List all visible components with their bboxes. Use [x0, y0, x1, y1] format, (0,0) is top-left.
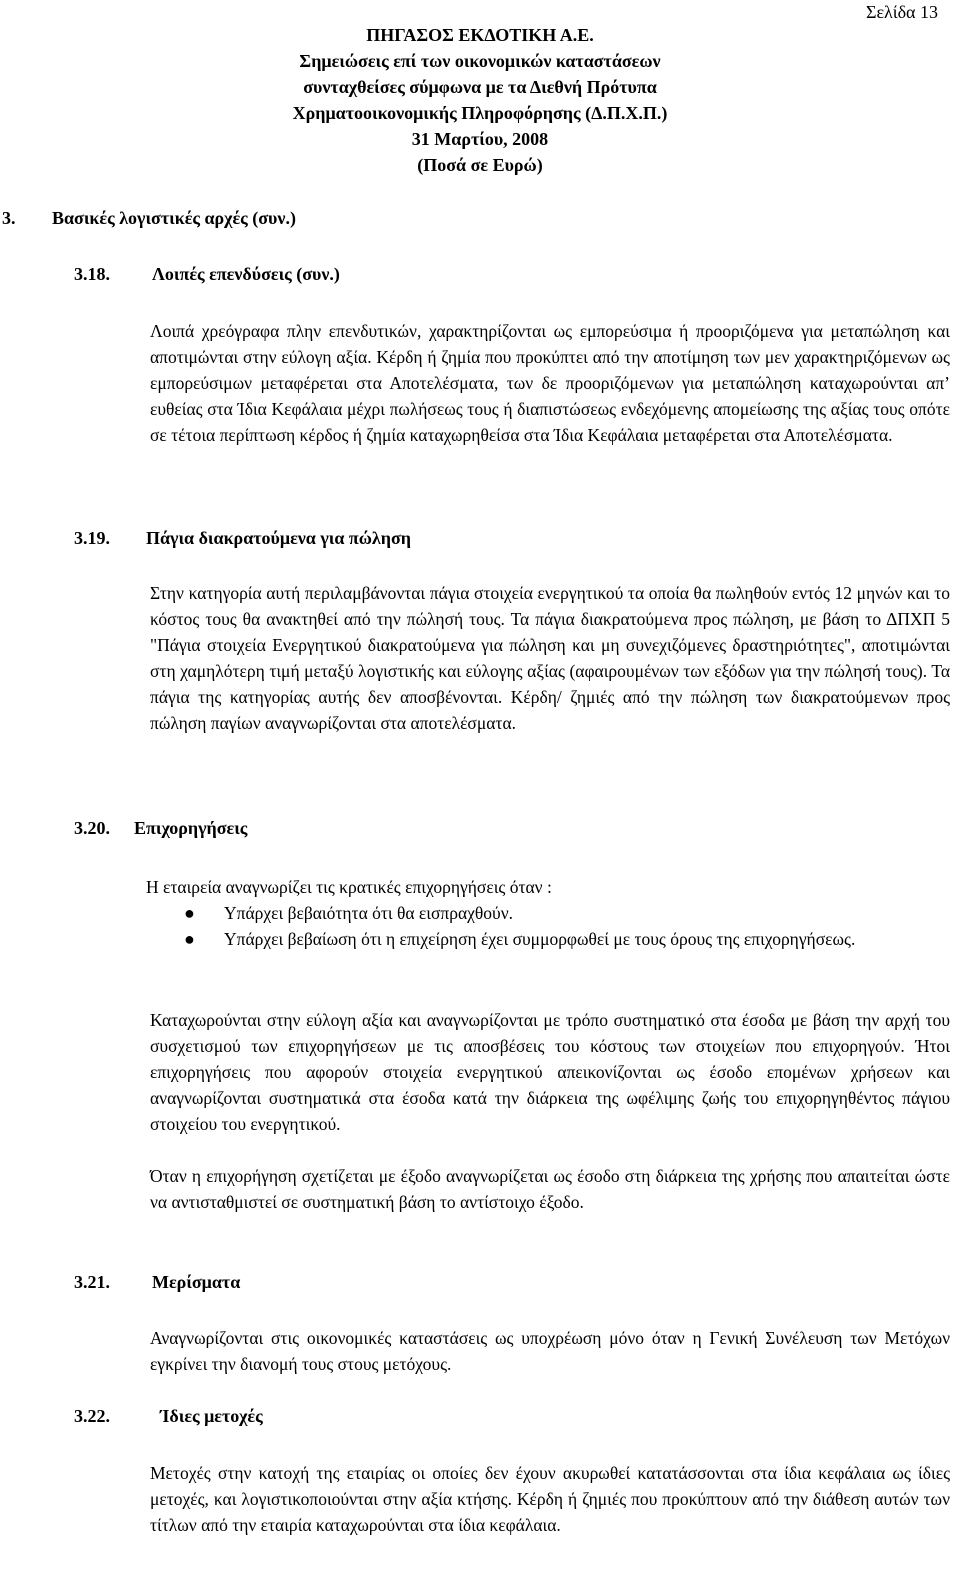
- section-3-20-intro: Η εταιρεία αναγνωρίζει τις κρατικές επιχορηγήσεις όταν :: [146, 877, 552, 897]
- header-line-2: Σημειώσεις επί των οικονομικών καταστάσεων: [299, 51, 661, 71]
- section-3-18-title: Λοιπές επενδύσεις (συν.): [152, 264, 340, 284]
- section-3-title: Βασικές λογιστικές αρχές (συν.): [52, 208, 296, 228]
- section-3-19-title: Πάγια διακρατούμενα για πώληση: [146, 528, 411, 548]
- bullet-icon: ●: [184, 929, 195, 949]
- section-3-20-text-1: Καταχωρούνται στην εύλογη αξία και αναγνωρίζονται με τρόπο συστηματικό στα έσοδα με βάση την αρχή του συσχετισμού των επιχορηγήσεων με τις αποσβέσεις του κόστους των στοιχείων που επιχορηγούν. Ήτοι επιχορηγήσεις που αφορούν στοιχεία ενεργητικού απεικονίζονται ως έσοδο επομένων χρήσεων και αναγνωρίζονται συστηματικά στα έσοδα κατά την διάρκεια της ωφέλιμης ζωής του επιχορηγηθέντος πάγιου στοιχείου του ενεργητικού.: [150, 1010, 950, 1134]
- section-3-18-number: 3.18.: [74, 264, 110, 284]
- list-item: [150, 926, 950, 952]
- section-3-20-number: 3.20.: [74, 818, 110, 838]
- header-currency: (Ποσά σε Ευρώ): [417, 155, 543, 175]
- section-3-19-number: 3.19.: [74, 528, 110, 548]
- section-3-22-text: Μετοχές στην κατοχή της εταιρίας οι οποίες δεν έχουν ακυρωθεί κατατάσσονται στα ίδια κεφάλαια ως ίδιες μετοχές, και λογιστικοποιούνται στην αξία κτήσης. Κέρδη ή ζημιές που προκύπτουν από την διάθεση αυτών των τίτλων από την εταιρία καταχωρούνται στα ίδια κεφάλαια.: [150, 1463, 950, 1535]
- section-3-20-title: Επιχορηγήσεις: [134, 818, 248, 838]
- section-3-22-number: 3.22.: [74, 1406, 110, 1426]
- section-3-19-text: Στην κατηγορία αυτή περιλαμβάνονται πάγια στοιχεία ενεργητικού τα οποία θα πωληθούν εντός 12 μηνών και το κόστος τους θα ανακτηθεί από την πώλησή τους. Τα πάγια διακρατούμενα προς πώληση, με βάση το ΔΠΧΠ 5 "Πάγια στοιχεία Ενεργητικού διακρατούμενα για πώληση και μη συνεχιζόμενες δραστηριότητες", αποτιμώνται στη χαμηλότερη τιμή μεταξύ λογιστικής και εύλογης αξίας (αφαιρουμένων των εξόδων για την πώλησή τους). Τα πάγια της κατηγορίας αυτής δεν αποσβένονται. Κέρδη/ ζημιές από την πώληση των διακρατούμενων προς πώληση παγίων αναγνωρίζονται στα αποτελέσματα.: [150, 583, 950, 733]
- section-3-21-text: Αναγνωρίζονται στις οικονομικές καταστάσεις ως υποχρέωση μόνο όταν η Γενική Συνέλευση των Μετόχων εγκρίνει την διανομή τους στους μετόχους.: [150, 1328, 950, 1374]
- page-number: Σελίδα 13: [865, 2, 938, 22]
- header-line-4: Χρηματοοικονομικής Πληροφόρησης (Δ.Π.Χ.Π.): [292, 103, 668, 123]
- section-3-number: 3.: [2, 208, 16, 228]
- header-company: ΠΗΓΑΣΟΣ ΕΚΔΟΤΙΚΗ Α.Ε.: [366, 25, 594, 45]
- list-item: [150, 900, 950, 926]
- section-3-18-text: Λοιπά χρεόγραφα πλην επενδυτικών, χαρακτηρίζονται ως εμπορεύσιμα ή προοριζόμενα για μεταπώληση και αποτιμώνται στην εύλογη αξία. Κέρδη ή ζημία που προκύπτει από την αποτίμηση των μεν χαρακτηριζόμενων ως εμπορεύσιμων μεταφέρεται στα Αποτελέσματα, των δε προοριζόμενων για μεταπώληση καταχωρούνται απ’ ευθείας στα Ίδια Κεφάλαια μέχρι πωλήσεως τους ή διαπιστώσεως ενδεχόμενης απομείωσης της αξίας τους οπότε σε τέτοια περίπτωση κέρδος ή ζημία καταχωρηθείσα στα Ίδια Κεφάλαια μεταφέρεται στα Αποτελέσματα.: [150, 321, 950, 445]
- section-3-21-title: Μερίσματα: [152, 1272, 241, 1292]
- section-3-21-number: 3.21.: [74, 1272, 110, 1292]
- document-header: [0, 22, 960, 178]
- section-3-20-text-2: Όταν η επιχορήγηση σχετίζεται με έξοδο αναγνωρίζεται ως έσοδο στη διάρκεια της χρήσης που απαιτείται ώστε να αντισταθμιστεί σε συστηματική βάση το αντίστοιχο έξοδο.: [150, 1166, 950, 1212]
- bullet-icon: ●: [184, 903, 195, 923]
- header-line-3: συνταχθείσες σύμφωνα με τα Διεθνή Πρότυπα: [303, 77, 657, 97]
- section-3-20-bullet-list: [150, 900, 950, 952]
- bullet-text: Υπάρχει βεβαιότητα ότι θα εισπραχθούν.: [224, 903, 513, 923]
- section-3-22-title: Ίδιες μετοχές: [160, 1406, 263, 1426]
- header-date: 31 Μαρτίου, 2008: [411, 129, 549, 149]
- bullet-text: Υπάρχει βεβαίωση ότι η επιχείρηση έχει συμμορφωθεί με τους όρους της επιχορηγήσεως.: [224, 929, 856, 949]
